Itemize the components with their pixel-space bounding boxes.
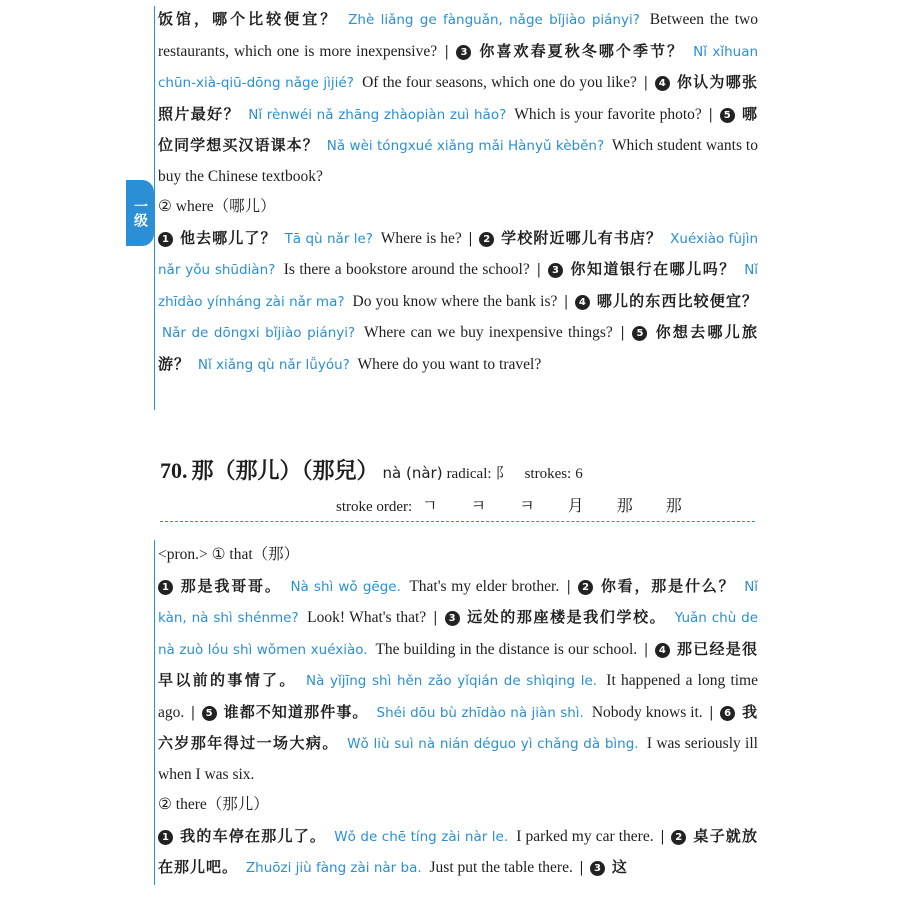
english-translation: Where is he? xyxy=(380,229,462,247)
separator-bar: | xyxy=(468,229,473,247)
example-number-badge: 3 xyxy=(445,611,460,626)
bottom-examples-block xyxy=(158,540,758,884)
english-translation: Which is your favorite photo? xyxy=(514,105,702,123)
english-translation: Where can we buy inexpensive things? xyxy=(364,324,613,341)
chinese-sentence: 桌子就放在那儿吧。 xyxy=(158,826,759,876)
sense-heading: ② where（哪儿） xyxy=(158,198,276,215)
chinese-sentence: 我的车停在那儿了。 xyxy=(180,826,327,845)
entry-pinyin: nà (nàr) xyxy=(382,464,443,482)
chinese-sentence: 你知道银行在哪儿吗？ xyxy=(570,260,736,278)
separator-bar: | xyxy=(644,640,648,658)
english-translation: Just put the table there. xyxy=(429,859,573,876)
english-translation: Of the four seasons, which one do you like? xyxy=(362,74,637,91)
example-number-badge: 4 xyxy=(575,295,590,310)
example-number-badge: 5 xyxy=(632,326,647,341)
separator-bar: | xyxy=(537,261,541,278)
pinyin-text: Nǎ wèi tóngxué xiǎng mǎi Hànyǔ kèběn? xyxy=(326,138,605,154)
example-number-badge: 5 xyxy=(202,706,217,721)
chinese-sentence: 远处的那座楼是我们学校。 xyxy=(467,608,667,626)
example-number-badge: 2 xyxy=(671,830,686,845)
chinese-sentence: 谁都不知道那件事。 xyxy=(223,702,369,721)
english-translation: Which student wants to buy the Chinese textbook? xyxy=(158,137,758,185)
pinyin-text: Nǐ xǐhuan chūn-xià-qiū-dōng nǎge jìjié? xyxy=(158,43,759,91)
pinyin-text: Nǐ xiǎng qù nǎr lǚyóu? xyxy=(197,356,350,373)
separator-bar: | xyxy=(564,292,568,310)
english-translation: Between the two restaurants, which one is more inexpensive? xyxy=(158,11,758,60)
sense-heading: ② there（那儿） xyxy=(158,796,269,813)
chinese-sentence: 那是我哥哥。 xyxy=(180,576,282,595)
stroke-order-line xyxy=(336,493,696,516)
separator-bar: | xyxy=(620,324,625,341)
example-number-badge: 3 xyxy=(548,263,563,278)
pinyin-text: Zhuōzi jiù fàng zài nàr ba. xyxy=(245,860,422,876)
pinyin-text: Yuǎn chù de nà zuò lóu shì wǒmen xuéxiào. xyxy=(158,610,759,658)
chinese-sentence: 哪位同学想买汉语课本？ xyxy=(158,104,759,154)
top-block-rule xyxy=(154,6,155,410)
entry-heading xyxy=(160,454,760,485)
pinyin-text: Xuéxiào fùjìn nǎr yǒu shūdiàn? xyxy=(158,230,759,278)
example-number-badge: 1 xyxy=(158,830,173,845)
example-number-badge: 3 xyxy=(456,45,471,60)
chinese-sentence: 那已经是很早以前的事情了。 xyxy=(158,639,758,689)
pinyin-text: Nǐ kàn, nà shì shénme? xyxy=(158,578,759,626)
example-number-badge: 2 xyxy=(479,232,494,247)
pinyin-text: Nà shì wǒ gēge. xyxy=(290,578,401,595)
chinese-sentence: 你喜欢春夏秋冬哪个季节？ xyxy=(479,41,685,60)
separator-bar: | xyxy=(579,859,584,876)
chinese-sentence: 你看，那是什么？ xyxy=(600,576,736,595)
radical-value: 阝 xyxy=(495,466,511,482)
example-number-badge: 5 xyxy=(720,108,735,123)
example-number-badge: 4 xyxy=(655,76,670,91)
chinese-sentence: 你想去哪儿旅游？ xyxy=(158,323,758,373)
chinese-sentence: 我六岁那年得过一场大病。 xyxy=(158,702,759,752)
pinyin-text: Nǐ zhīdào yínháng zài nǎr ma? xyxy=(158,262,759,310)
separator-bar: | xyxy=(445,42,449,60)
level-side-tab: 一级 xyxy=(126,180,154,246)
chinese-sentence: 这 xyxy=(611,858,628,876)
stroke-order-label: stroke order: xyxy=(336,499,413,515)
pinyin-text: Nà yǐjīng shì hěn zǎo yǐqián de shìqing le. xyxy=(305,673,598,689)
chinese-sentence: 你认为哪张照片最好？ xyxy=(158,73,759,123)
example-number-badge: 1 xyxy=(158,232,173,247)
chinese-sentence: 饭馆，哪个比较便宜？ xyxy=(158,10,339,28)
english-translation: It happened a long time ago. xyxy=(158,672,758,721)
separator-bar: | xyxy=(709,703,714,721)
english-translation: That's my elder brother. xyxy=(409,577,560,595)
strokes-label: strokes: xyxy=(524,466,572,482)
entry-divider xyxy=(160,521,755,522)
pinyin-text: Shéi dōu bù zhīdào nà jiàn shì. xyxy=(376,704,584,721)
entry-hanzi: 那（那儿）（那兒） xyxy=(191,458,379,484)
pinyin-text: Nǐ rènwéi nǎ zhāng zhàopiàn zuì hǎo? xyxy=(248,106,507,123)
chinese-sentence: 学校附近哪儿有书店？ xyxy=(501,228,663,247)
top-examples-block xyxy=(158,4,758,380)
english-translation: I parked my car there. xyxy=(516,827,654,845)
english-translation: Do you know where the bank is? xyxy=(352,292,558,310)
pinyin-text: Tā qù nǎr le? xyxy=(284,230,373,247)
stroke-order-sequence: ㄱ ㅋ ㅋ 月 那 那 xyxy=(421,496,696,515)
english-translation: Nobody knows it. xyxy=(591,703,703,721)
example-number-badge: 2 xyxy=(578,580,593,595)
english-translation: Is there a bookstore around the school? xyxy=(283,261,530,278)
separator-bar: | xyxy=(660,827,665,845)
example-number-badge: 1 xyxy=(158,580,173,595)
bottom-block-rule xyxy=(154,540,155,885)
separator-bar: | xyxy=(709,105,713,123)
pinyin-text: Nǎr de dōngxi bǐjiào piányi? xyxy=(162,325,356,341)
separator-bar: | xyxy=(433,609,438,626)
english-translation: The building in the distance is our school. xyxy=(375,640,638,658)
radical-label: radical: xyxy=(446,466,492,482)
english-translation: Look! What's that? xyxy=(307,609,427,626)
pinyin-text: Wǒ de chē tíng zài nàr le. xyxy=(334,828,509,845)
pinyin-text: Wǒ liù suì nà nián déguo yì chǎng dà bìng. xyxy=(347,736,639,752)
english-translation: Where do you want to travel? xyxy=(357,355,542,373)
pinyin-text: Zhè liǎng ge fànguǎn, nǎge bǐjiào piányi? xyxy=(348,12,640,28)
separator-bar: | xyxy=(566,577,571,595)
chinese-sentence: 他去哪儿了？ xyxy=(179,228,277,247)
sense-heading: <pron.> ① that（那） xyxy=(158,546,300,563)
separator-bar: | xyxy=(191,703,195,721)
entry-number: 70. xyxy=(160,458,188,483)
example-number-badge: 6 xyxy=(720,706,735,721)
example-number-badge: 3 xyxy=(590,861,605,876)
chinese-sentence: 哪儿的东西比较便宜？ xyxy=(596,291,759,310)
example-number-badge: 4 xyxy=(655,643,670,658)
english-translation: I was seriously ill when I was six. xyxy=(158,735,758,783)
separator-bar: | xyxy=(644,74,648,91)
strokes-value: 6 xyxy=(575,466,583,482)
